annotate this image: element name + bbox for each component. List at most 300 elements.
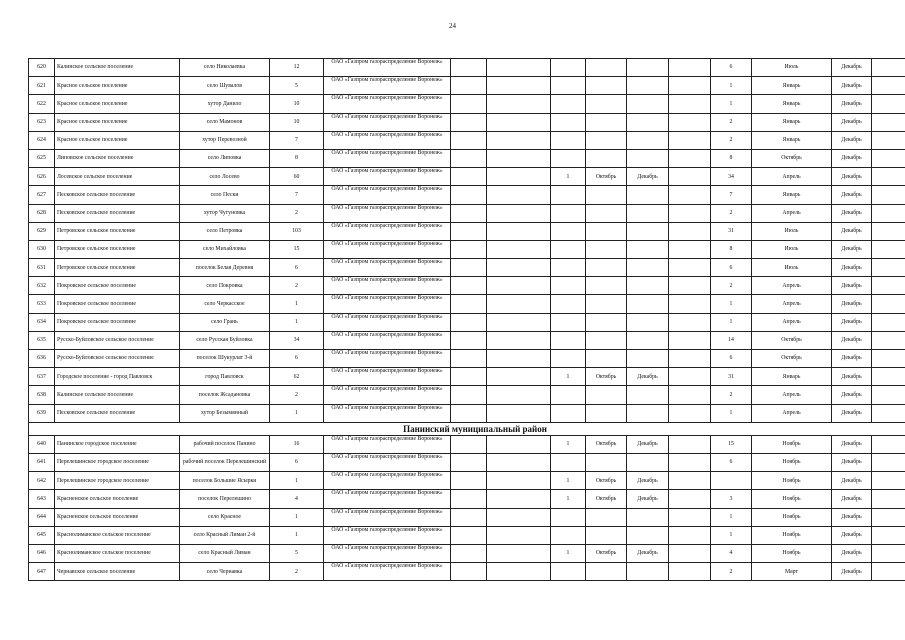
row-number: 638 [29,386,55,404]
blank-cell [487,453,551,471]
quantity-cell: 1 [711,95,752,113]
organization-cell: ОАО «Газпром газораспределение Воронеж» [324,368,451,386]
start-month-cell [586,331,627,349]
start-month-cell [586,204,627,222]
start-month-cell: Ноябрь [752,544,832,562]
count-cell: 2 [270,277,324,295]
blank-cell [451,277,487,295]
blank-cell [872,149,905,167]
start-month-cell: Ноябрь [752,490,832,508]
locality-cell: село Красный Лиман [180,544,270,562]
quantity-cell: 1 [711,526,752,544]
quantity-cell: 1 [711,77,752,95]
quantity-cell: 8 [711,149,752,167]
blank-cell [487,404,551,422]
end-month-cell: Декабрь [627,472,669,490]
locality-cell: село Липовка [180,149,270,167]
blank-cell [451,59,487,77]
blank-cell [669,204,711,222]
settlement-cell: Петровское сельское поселение [55,222,180,240]
section-title: Панинский муниципальный район [29,422,905,435]
locality-cell: село Шувалов [180,77,270,95]
planned-count-cell [551,526,586,544]
end-month-cell: Декабрь [832,186,872,204]
planned-count-cell: 1 [551,472,586,490]
blank-cell [669,295,711,313]
end-month-cell: Декабрь [832,453,872,471]
count-cell: 2 [270,386,324,404]
blank-cell [872,59,905,77]
organization-cell: ОАО «Газпром газораспределение Воронеж» [324,240,451,258]
organization-cell: ОАО «Газпром газораспределение Воронеж» [324,95,451,113]
settlement-cell: Красное сельское поселение [55,77,180,95]
organization-cell: ОАО «Газпром газораспределение Воронеж» [324,59,451,77]
quantity-cell: 15 [711,435,752,453]
settlement-cell: Красное сельское поселение [55,95,180,113]
count-cell: 34 [270,331,324,349]
quantity-cell: 31 [711,222,752,240]
end-month-cell: Декабрь [832,131,872,149]
blank-cell [669,77,711,95]
start-month-cell: Апрель [752,204,832,222]
blank-cell [451,563,487,581]
blank-cell [451,526,487,544]
start-month-cell [586,149,627,167]
count-cell: 5 [270,544,324,562]
locality-cell: хутор Чугуновка [180,204,270,222]
settlement-cell: Красное сельское поселение [55,113,180,131]
blank-cell [487,204,551,222]
blank-cell [451,295,487,313]
end-month-cell: Декабрь [832,168,872,186]
blank-cell [872,95,905,113]
table-row [29,544,905,562]
organization-cell: ОАО «Газпром газораспределение Воронеж» [324,149,451,167]
end-month-cell [627,313,669,331]
blank-cell [669,131,711,149]
table-row [29,472,905,490]
blank-cell [487,313,551,331]
planned-count-cell [551,508,586,526]
end-month-cell [627,277,669,295]
start-month-cell: Ноябрь [752,526,832,544]
start-month-cell: Апрель [752,168,832,186]
planned-count-cell [551,59,586,77]
blank-cell [451,186,487,204]
quantity-cell: 1 [711,404,752,422]
count-cell: 7 [270,131,324,149]
settlement-cell: Городское поселение - город Павловск [55,368,180,386]
start-month-cell: Апрель [752,313,832,331]
planned-count-cell [551,331,586,349]
locality-cell: поселок Белая Деревня [180,259,270,277]
settlement-cell: Калинское сельское поселение [55,59,180,77]
blank-cell [669,59,711,77]
blank-cell [872,526,905,544]
blank-cell [487,95,551,113]
start-month-cell: Октябрь [586,490,627,508]
blank-cell [872,204,905,222]
quantity-cell: 1 [711,313,752,331]
blank-cell [872,222,905,240]
blank-cell [487,331,551,349]
blank-cell [451,131,487,149]
start-month-cell: Апрель [752,404,832,422]
row-number: 639 [29,404,55,422]
planned-count-cell [551,386,586,404]
end-month-cell [627,131,669,149]
end-month-cell: Декабрь [627,435,669,453]
blank-cell [669,113,711,131]
organization-cell: ОАО «Газпром газораспределение Воронеж» [324,186,451,204]
locality-cell: поселок Шукурлат 3-й [180,350,270,368]
blank-cell [872,435,905,453]
table-row [29,77,905,95]
end-month-cell [627,350,669,368]
locality-cell: село Красный Лиман 2-й [180,526,270,544]
blank-cell [872,277,905,295]
start-month-cell [586,508,627,526]
planned-count-cell [551,222,586,240]
end-month-cell: Декабрь [832,368,872,386]
blank-cell [487,368,551,386]
start-month-cell [586,131,627,149]
planned-count-cell [551,259,586,277]
settlement-cell: Песковское сельское поселение [55,404,180,422]
count-cell: 1 [270,295,324,313]
settlement-cell: Петровское сельское поселение [55,259,180,277]
start-month-cell [586,404,627,422]
blank-cell [487,490,551,508]
start-month-cell: Апрель [752,277,832,295]
blank-cell [451,240,487,258]
row-number: 621 [29,77,55,95]
end-month-cell: Декабрь [832,113,872,131]
blank-cell [669,313,711,331]
blank-cell [872,77,905,95]
count-cell: 60 [270,168,324,186]
end-month-cell: Декабрь [627,490,669,508]
row-number: 645 [29,526,55,544]
blank-cell [451,113,487,131]
end-month-cell: Декабрь [832,59,872,77]
row-number: 629 [29,222,55,240]
quantity-cell: 6 [711,59,752,77]
end-month-cell [627,386,669,404]
end-month-cell: Декабрь [832,386,872,404]
organization-cell: ОАО «Газпром газораспределение Воронеж» [324,331,451,349]
organization-cell: ОАО «Газпром газораспределение Воронеж» [324,204,451,222]
blank-cell [669,350,711,368]
end-month-cell: Декабрь [627,168,669,186]
count-cell: 1 [270,508,324,526]
blank-cell [872,508,905,526]
blank-cell [872,472,905,490]
row-number: 647 [29,563,55,581]
organization-cell: ОАО «Газпром газораспределение Воронеж» [324,350,451,368]
count-cell: 7 [270,186,324,204]
blank-cell [451,77,487,95]
end-month-cell [627,113,669,131]
blank-cell [451,331,487,349]
settlement-cell: Русско-Буйловское сельское поселение [55,350,180,368]
blank-cell [669,508,711,526]
end-month-cell: Декабрь [832,526,872,544]
start-month-cell [586,95,627,113]
start-month-cell: Ноябрь [752,435,832,453]
blank-cell [487,77,551,95]
planned-count-cell [551,295,586,313]
count-cell: 15 [270,240,324,258]
settlement-cell: Перелешинское городское поселение [55,472,180,490]
planned-count-cell [551,95,586,113]
quantity-cell: 31 [711,368,752,386]
start-month-cell: Октябрь [752,331,832,349]
blank-cell [451,313,487,331]
end-month-cell: Декабрь [832,435,872,453]
blank-cell [451,368,487,386]
end-month-cell: Декабрь [832,149,872,167]
blank-cell [669,95,711,113]
start-month-cell: Октябрь [586,544,627,562]
blank-cell [872,563,905,581]
blank-cell [872,186,905,204]
organization-cell: ОАО «Газпром газораспределение Воронеж» [324,77,451,95]
blank-cell [669,259,711,277]
blank-cell [487,526,551,544]
table-row [29,404,905,422]
locality-cell: хутор Данило [180,95,270,113]
blank-cell [872,350,905,368]
end-month-cell [627,222,669,240]
blank-cell [872,131,905,149]
locality-cell: село Красное [180,508,270,526]
settlement-cell: Красненское сельское поселение [55,508,180,526]
table-row [29,386,905,404]
count-cell: 1 [270,526,324,544]
table-row [29,186,905,204]
organization-cell: ОАО «Газпром газораспределение Воронеж» [324,168,451,186]
blank-cell [451,508,487,526]
locality-cell: поселок Жсадановка [180,386,270,404]
planned-count-cell [551,313,586,331]
blank-cell [451,435,487,453]
planned-count-cell [551,149,586,167]
row-number: 642 [29,472,55,490]
blank-cell [487,386,551,404]
table-row [29,350,905,368]
blank-cell [451,453,487,471]
count-cell: 6 [270,350,324,368]
blank-cell [451,222,487,240]
end-month-cell: Декабрь [832,404,872,422]
organization-cell: ОАО «Газпром газораспределение Воронеж» [324,131,451,149]
blank-cell [872,259,905,277]
quantity-cell: 14 [711,331,752,349]
organization-cell: ОАО «Газпром газораспределение Воронеж» [324,435,451,453]
row-number: 633 [29,295,55,313]
count-cell: 1 [270,313,324,331]
locality-cell: хутор Безымянный [180,404,270,422]
settlement-cell: Панинское городское поселение [55,435,180,453]
settlement-cell: Калинское сельское поселение [55,386,180,404]
quantity-cell: 2 [711,563,752,581]
planned-count-cell [551,277,586,295]
end-month-cell: Декабрь [627,544,669,562]
row-number: 641 [29,453,55,471]
start-month-cell [586,453,627,471]
table-row [29,204,905,222]
row-number: 640 [29,435,55,453]
end-month-cell: Декабрь [832,544,872,562]
settlement-cell: Красненское сельское поселение [55,490,180,508]
table-row [29,508,905,526]
table-row [29,95,905,113]
planned-count-cell [551,77,586,95]
start-month-cell [586,313,627,331]
end-month-cell [627,563,669,581]
end-month-cell: Декабрь [832,331,872,349]
table-row [29,222,905,240]
row-number: 628 [29,204,55,222]
organization-cell: ОАО «Газпром газораспределение Воронеж» [324,563,451,581]
blank-cell [872,368,905,386]
planned-count-cell: 1 [551,368,586,386]
blank-cell [487,149,551,167]
end-month-cell [627,240,669,258]
organization-cell: ОАО «Газпром газораспределение Воронеж» [324,222,451,240]
locality-cell: хутор Перевозной [180,131,270,149]
blank-cell [451,472,487,490]
blank-cell [451,490,487,508]
end-month-cell: Декабрь [832,95,872,113]
section-header-row [29,422,905,435]
start-month-cell [586,222,627,240]
blank-cell [669,490,711,508]
locality-cell: поселок Перелешино [180,490,270,508]
locality-cell: поселок Большие Ясырки [180,472,270,490]
end-month-cell [627,149,669,167]
settlement-cell: Красное сельское поселение [55,131,180,149]
table-row [29,526,905,544]
blank-cell [872,168,905,186]
start-month-cell [586,563,627,581]
count-cell: 12 [270,59,324,77]
table-row [29,331,905,349]
table-row [29,259,905,277]
organization-cell: ОАО «Газпром газораспределение Воронеж» [324,386,451,404]
count-cell: 103 [270,222,324,240]
blank-cell [487,168,551,186]
start-month-cell: Июль [752,259,832,277]
blank-cell [487,472,551,490]
row-number: 634 [29,313,55,331]
start-month-cell: Октябрь [752,149,832,167]
start-month-cell: Ноябрь [752,508,832,526]
settlement-cell: Покровское сельское поселение [55,277,180,295]
count-cell: 6 [270,259,324,277]
blank-cell [487,186,551,204]
row-number: 620 [29,59,55,77]
organization-cell: ОАО «Газпром газораспределение Воронеж» [324,277,451,295]
row-number: 625 [29,149,55,167]
quantity-cell: 2 [711,204,752,222]
locality-cell: село Петровка [180,222,270,240]
end-month-cell: Декабрь [832,563,872,581]
start-month-cell: Ноябрь [752,472,832,490]
locality-cell: село Лосево [180,168,270,186]
blank-cell [669,404,711,422]
settlement-cell: Покровское сельское поселение [55,295,180,313]
table-row [29,131,905,149]
settlement-cell: Липовское сельское поселение [55,149,180,167]
start-month-cell [586,113,627,131]
blank-cell [872,404,905,422]
end-month-cell: Декабрь [832,222,872,240]
table-row [29,490,905,508]
count-cell: 6 [270,453,324,471]
locality-cell: село Грань [180,313,270,331]
organization-cell: ОАО «Газпром газораспределение Воронеж» [324,113,451,131]
blank-cell [487,59,551,77]
blank-cell [872,113,905,131]
count-cell: 5 [270,77,324,95]
planned-count-cell: 1 [551,490,586,508]
count-cell: 2 [270,563,324,581]
blank-cell [872,240,905,258]
end-month-cell: Декабрь [832,350,872,368]
start-month-cell [586,240,627,258]
locality-cell: рабочий поселок Панино [180,435,270,453]
quantity-cell: 34 [711,168,752,186]
table-row [29,59,905,77]
end-month-cell: Декабрь [832,259,872,277]
blank-cell [451,259,487,277]
gasification-table [28,58,905,581]
blank-cell [451,204,487,222]
blank-cell [487,544,551,562]
quantity-cell: 1 [711,508,752,526]
table-row [29,168,905,186]
settlement-cell: Краснолиманское сельское поселение [55,544,180,562]
planned-count-cell [551,404,586,422]
start-month-cell [586,350,627,368]
end-month-cell [627,59,669,77]
planned-count-cell [551,350,586,368]
blank-cell [669,149,711,167]
blank-cell [669,563,711,581]
blank-cell [669,544,711,562]
row-number: 632 [29,277,55,295]
blank-cell [669,222,711,240]
blank-cell [872,544,905,562]
end-month-cell: Декабрь [627,368,669,386]
blank-cell [487,259,551,277]
quantity-cell: 6 [711,453,752,471]
end-month-cell: Декабрь [832,204,872,222]
quantity-cell: 1 [711,295,752,313]
organization-cell: ОАО «Газпром газораспределение Воронеж» [324,472,451,490]
end-month-cell [627,526,669,544]
row-number: 643 [29,490,55,508]
end-month-cell: Декабрь [832,295,872,313]
blank-cell [487,113,551,131]
planned-count-cell: 1 [551,435,586,453]
blank-cell [872,313,905,331]
row-number: 644 [29,508,55,526]
table-row [29,563,905,581]
blank-cell [451,386,487,404]
